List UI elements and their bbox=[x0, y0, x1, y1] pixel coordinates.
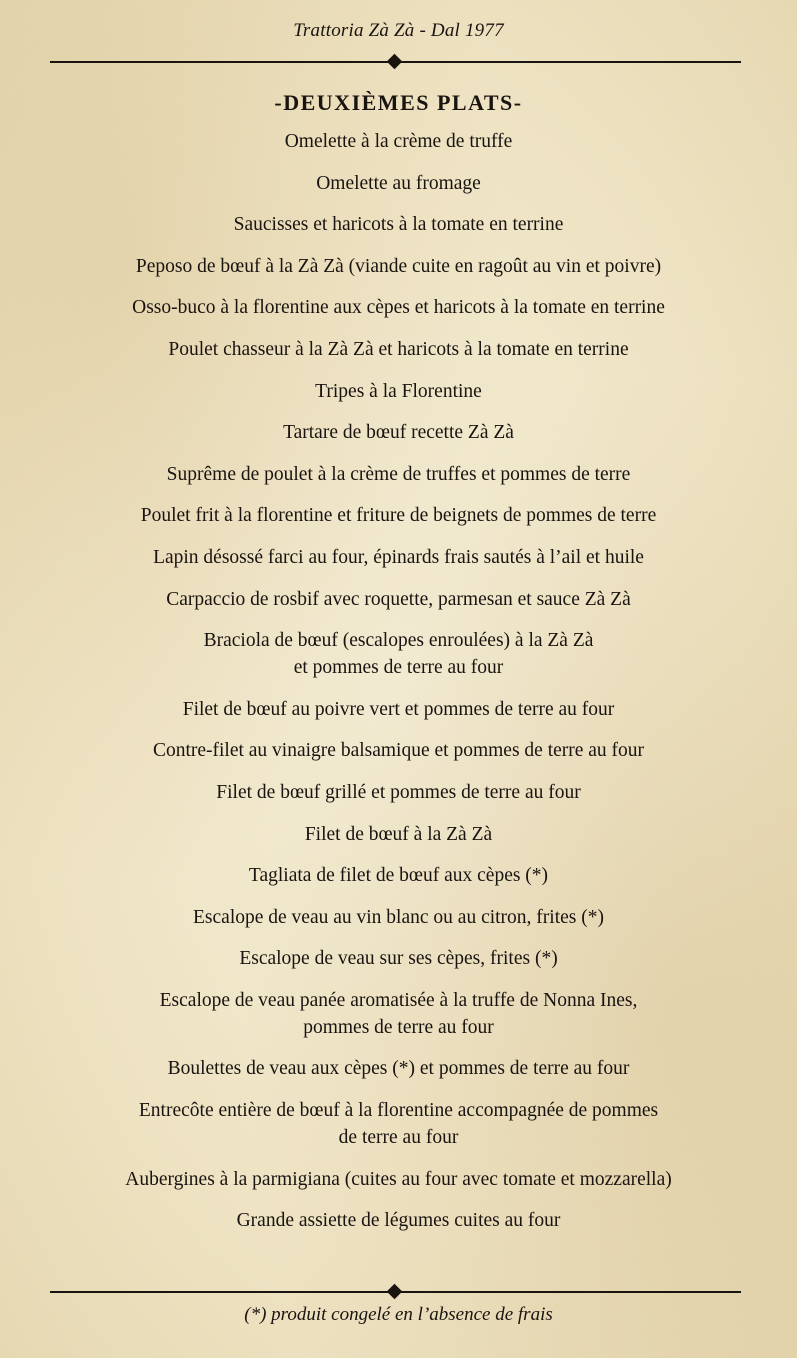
menu-item bbox=[0, 502, 797, 529]
menu-item-line1: Boulettes de veau aux cèpes (*) et pommes de terre au four bbox=[167, 1058, 630, 1080]
menu-item bbox=[0, 378, 797, 405]
menu-item-line1: Omelette à la crème de truffe bbox=[284, 131, 513, 152]
menu-item-line1: Tartare de bœuf recette Zà Zà bbox=[283, 422, 514, 444]
menu-item bbox=[0, 128, 797, 155]
menu-item bbox=[0, 170, 797, 197]
menu-item bbox=[0, 586, 797, 613]
menu-item-line1: Aubergines à la parmigiana (cuites au four avec tomate et mozzarella) bbox=[125, 1168, 672, 1190]
menu-item-line1: Escalope de veau panée aromatisée à la truffe de Nonna Ines, bbox=[159, 989, 638, 1011]
menu-item-line1: Entrecôte entière de bœuf à la florentine accompagnée de pommes bbox=[138, 1100, 659, 1122]
menu-item bbox=[0, 1166, 797, 1193]
menu-item bbox=[0, 294, 797, 321]
menu-item-line1: Peposo de bœuf à la Zà Zà (viande cuite en ragoût au vin et poivre) bbox=[135, 255, 662, 277]
menu-item bbox=[0, 945, 797, 972]
menu-item bbox=[0, 696, 797, 723]
menu-item bbox=[0, 737, 797, 764]
menu-item bbox=[0, 253, 797, 280]
menu-item-line1: Tagliata de filet de bœuf aux cèpes (*) bbox=[248, 865, 549, 887]
menu-item-line1: Poulet chasseur à la Zà Zà et haricots à la tomate en terrine bbox=[168, 338, 629, 360]
menu-list bbox=[0, 128, 797, 1249]
menu-item bbox=[0, 627, 797, 681]
bottom-divider bbox=[50, 1285, 741, 1299]
footer-note: (*) produit congelé en l’absence de frais bbox=[244, 1304, 553, 1325]
top-divider-diamond-icon bbox=[387, 54, 403, 70]
menu-item-line1: Tripes à la Florentine bbox=[315, 380, 482, 402]
menu-item-line2: pommes de terre au four bbox=[303, 1016, 494, 1038]
menu-item bbox=[0, 544, 797, 571]
bottom-divider-diamond-icon bbox=[387, 1284, 403, 1300]
menu-item-line1: Saucisses et haricots à la tomate en terrine bbox=[233, 214, 564, 236]
top-divider bbox=[50, 55, 741, 69]
restaurant-title: Trattoria Zà Zà - Dal 1977 bbox=[293, 20, 504, 41]
menu-item-line1: Suprême de poulet à la crème de truffes et pommes de terre bbox=[166, 463, 631, 485]
menu-item-line1: Escalope de veau au vin blanc ou au citron, frites (*) bbox=[193, 906, 604, 928]
menu-item-line1: Braciola de bœuf (escalopes enroulées) à la Zà Zà bbox=[203, 630, 594, 652]
menu-item-line1: Filet de bœuf grillé et pommes de terre au four bbox=[216, 781, 581, 803]
menu-item-line1: Osso-buco à la florentine aux cèpes et haricots à la tomate en terrine bbox=[132, 297, 665, 319]
menu-item-line2: et pommes de terre au four bbox=[293, 657, 504, 679]
menu-item-line1: Filet de bœuf au poivre vert et pommes de terre au four bbox=[182, 698, 615, 720]
section-title: -DEUXIÈMES PLATS- bbox=[274, 90, 523, 115]
menu-item-line1: Carpaccio de rosbif avec roquette, parmesan et sauce Zà Zà bbox=[166, 588, 631, 610]
menu-item bbox=[0, 1055, 797, 1082]
menu-item bbox=[0, 862, 797, 889]
menu-item bbox=[0, 1097, 797, 1151]
menu-item-line2: de terre au four bbox=[338, 1127, 459, 1149]
menu-item bbox=[0, 779, 797, 806]
menu-item-line1: Contre-filet au vinaigre balsamique et pommes de terre au four bbox=[152, 740, 645, 762]
menu-item bbox=[0, 987, 797, 1041]
menu-item-line1: Omelette au fromage bbox=[316, 172, 481, 194]
menu-item bbox=[0, 461, 797, 488]
menu-item bbox=[0, 419, 797, 446]
menu-item-line1: Grande assiette de légumes cuites au four bbox=[236, 1210, 561, 1232]
menu-item-line1: Lapin désossé farci au four, épinards frais sautés à l’ail et huile bbox=[153, 546, 644, 568]
menu-item-line1: Poulet frit à la florentine et friture de beignets de pommes de terre bbox=[140, 505, 657, 527]
menu-item-line1: Escalope de veau sur ses cèpes, frites (*) bbox=[239, 948, 558, 970]
menu-item bbox=[0, 904, 797, 931]
menu-item bbox=[0, 821, 797, 848]
menu-item bbox=[0, 1207, 797, 1234]
menu-item-line1: Filet de bœuf à la Zà Zà bbox=[304, 823, 493, 845]
menu-item bbox=[0, 336, 797, 363]
menu-item bbox=[0, 211, 797, 238]
